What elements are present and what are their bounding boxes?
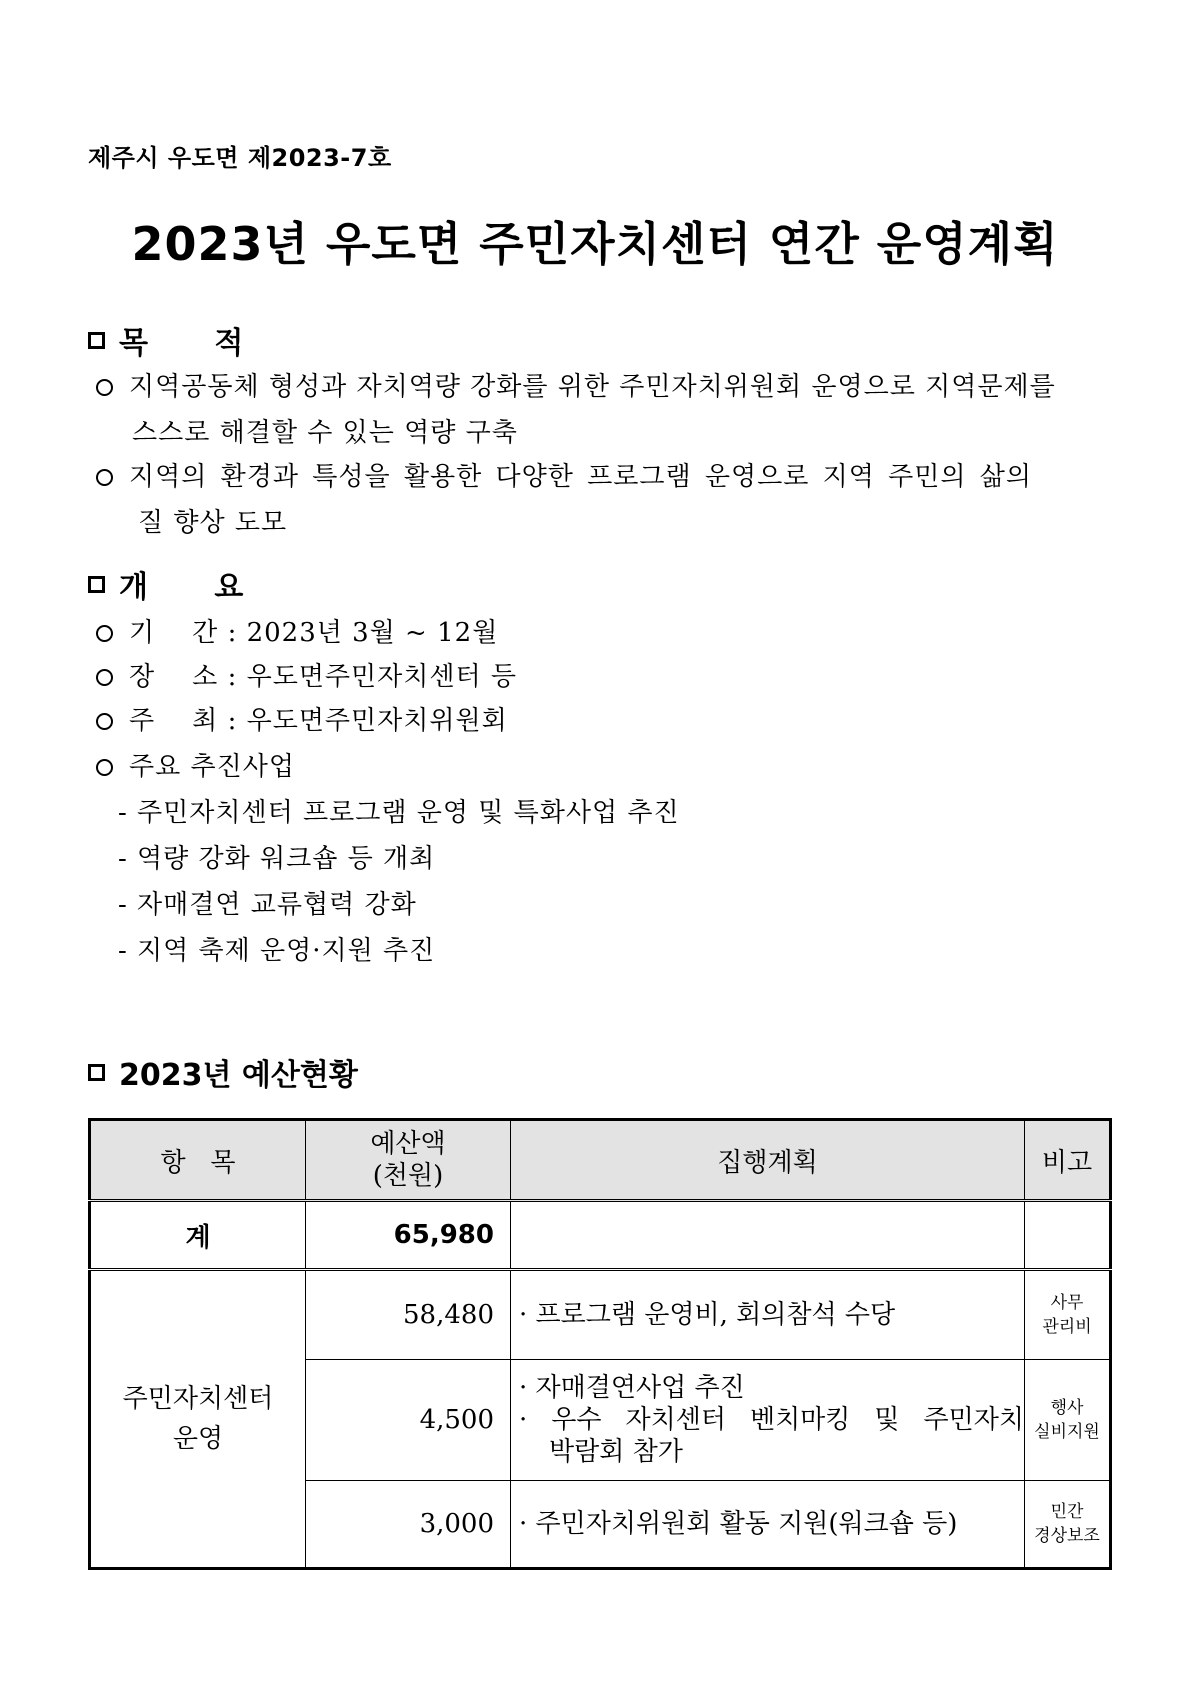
circle-bullet-icon	[96, 669, 113, 686]
row-plan: · 주민자치위원회 활동 지원(워크숍 등)	[511, 1481, 1025, 1569]
purpose-heading-text: 목 적	[119, 326, 272, 361]
circle-bullet-icon	[96, 759, 113, 776]
group-label: 주민자치센터 운영	[90, 1270, 306, 1569]
row-note: 사무 관리비	[1025, 1270, 1111, 1360]
checkbox-square-icon	[88, 576, 105, 593]
table-header-row	[90, 1120, 1111, 1201]
budget-table	[88, 1118, 1112, 1570]
project-item: - 역량 강화 워크숍 등 개최	[118, 844, 436, 874]
purpose-item-2-line-1: 지역의 환경과 특성을 활용한 다양한 프로그램 운영으로 지역 주민의 삶의	[96, 456, 1032, 493]
row-amount: 3,000	[306, 1481, 511, 1569]
section-heading-overview	[88, 562, 271, 606]
circle-bullet-icon	[96, 713, 113, 730]
row-note: 행사 실비지원	[1025, 1360, 1111, 1481]
header-item: 항 목	[90, 1120, 306, 1201]
total-row	[90, 1201, 1111, 1270]
header-plan: 집행계획	[511, 1120, 1025, 1201]
row-amount: 58,480	[306, 1270, 511, 1360]
circle-bullet-icon	[96, 379, 113, 396]
project-item: - 주민자치센터 프로그램 운영 및 특화사업 추진	[118, 798, 680, 828]
circle-bullet-icon	[96, 469, 113, 486]
total-plan-empty	[511, 1201, 1025, 1270]
header-amount: 예산액 (천원)	[306, 1120, 511, 1201]
project-item: - 자매결연 교류협력 강화	[118, 890, 417, 920]
overview-projects-label: 주요 추진사업	[96, 746, 295, 783]
overview-place: 장 소 : 우도면주민자치센터 등	[96, 656, 517, 693]
overview-host: 주 최 : 우도면주민자치위원회	[96, 700, 508, 737]
overview-heading-text: 개 요	[119, 570, 272, 605]
overview-period: 기 간 : 2023년 3월 ~ 12월	[96, 612, 498, 649]
purpose-item-1-line-1: 지역공동체 형성과 자치역량 강화를 위한 주민자치위원회 운영으로 지역문제를	[96, 366, 1032, 403]
project-item: - 지역 축제 운영·지원 추진	[118, 936, 436, 966]
document-title: 2023년 우도면 주민자치센터 연간 운영계획	[131, 217, 1059, 271]
row-plan: · 프로그램 운영비, 회의참석 수당	[511, 1270, 1025, 1360]
checkbox-square-icon	[88, 332, 105, 349]
total-label: 계	[90, 1201, 306, 1270]
row-amount: 4,500	[306, 1360, 511, 1481]
total-amount: 65,980	[306, 1201, 511, 1270]
budget-heading-text: 2023년 예산현황	[119, 1058, 358, 1093]
circle-bullet-icon	[96, 625, 113, 642]
total-note-empty	[1025, 1201, 1111, 1270]
purpose-item-1-line-2: 스스로 해결할 수 있는 역량 구축	[132, 418, 518, 448]
section-heading-budget	[88, 1050, 358, 1094]
row-note: 민간 경상보조	[1025, 1481, 1111, 1569]
section-heading-purpose	[88, 318, 271, 362]
checkbox-square-icon	[88, 1064, 105, 1081]
header-note: 비고	[1025, 1120, 1111, 1201]
row-plan: · 자매결연사업 추진 · 우수 자치센터 벤치마킹 및 주민자치 박람회 참가	[511, 1360, 1025, 1481]
table-row	[90, 1270, 1111, 1360]
document-number: 제주시 우도면 제2023-7호	[88, 144, 392, 172]
purpose-item-2-line-2: 질 향상 도모	[138, 508, 288, 538]
